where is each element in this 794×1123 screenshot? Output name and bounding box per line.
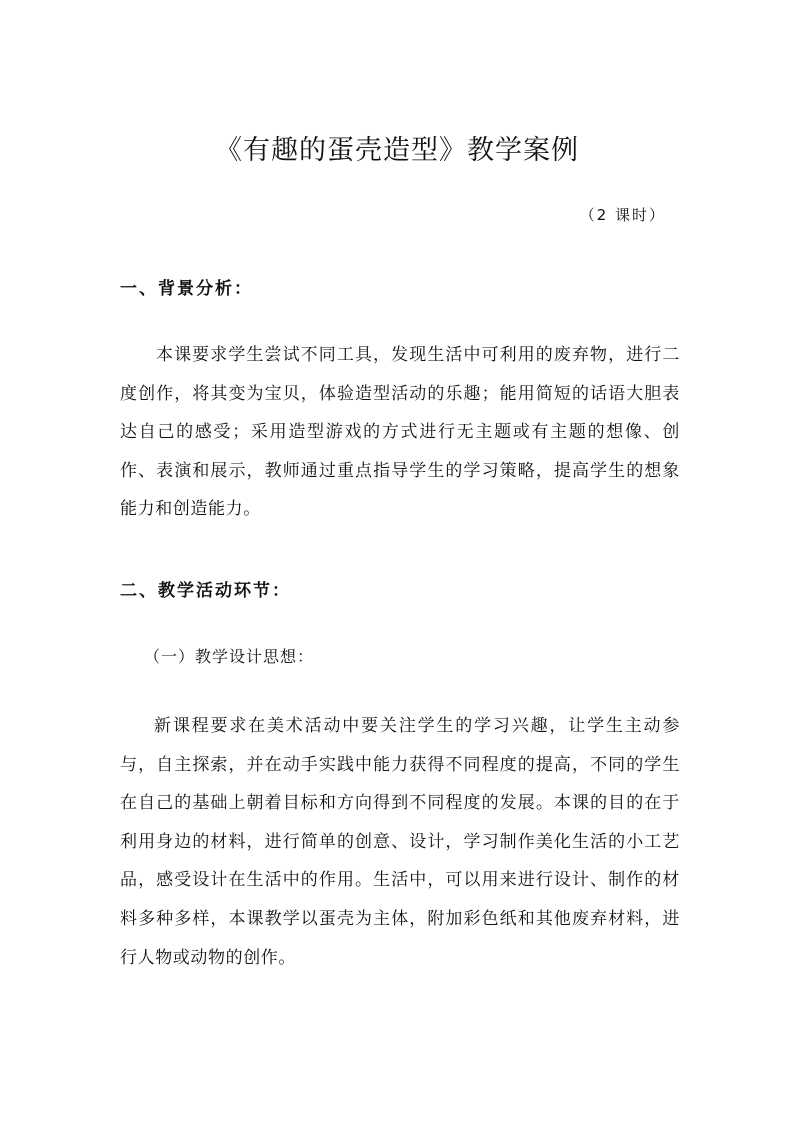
section-heading-background: 一、背景分析：	[120, 279, 253, 299]
subheading-design-idea: （一）教学设计思想：	[144, 647, 315, 666]
background-paragraph: 本课要求学生尝试不同工具，发现生活中可利用的废弃物，进行二度创作，将其变为宝贝，体验造型活动的乐趣；能用简短的话语大胆表达自己的感受；采用造型游戏的方式进行无主题或有主题的想像、创作、表演和展示，教师通过重点指导学生的学习策略，提高学生的想象能力和创造能力。	[120, 345, 680, 520]
document-title: 《有趣的蛋壳造型》教学案例	[215, 135, 579, 166]
class-hours: （2 课时）	[579, 206, 666, 224]
section-heading-activities: 二、教学活动环节：	[120, 581, 291, 601]
design-idea-paragraph: 新课程要求在美术活动中要关注学生的学习兴趣，让学生主动参与，自主探索，并在动手实践中能力获得不同程度的提高，不同的学生在自己的基础上朝着目标和方向得到不同程度的发展。本课的目的在于利用身边的材料，进行简单的创意、设计，学习制作美化生活的小工艺品，感受设计在生活中的作用。生活中，可以用来进行设计、制作的材料多种多样，本课教学以蛋壳为主体，附加彩色纸和其他废弃材料，进行人物或动物的创作。	[120, 716, 680, 968]
